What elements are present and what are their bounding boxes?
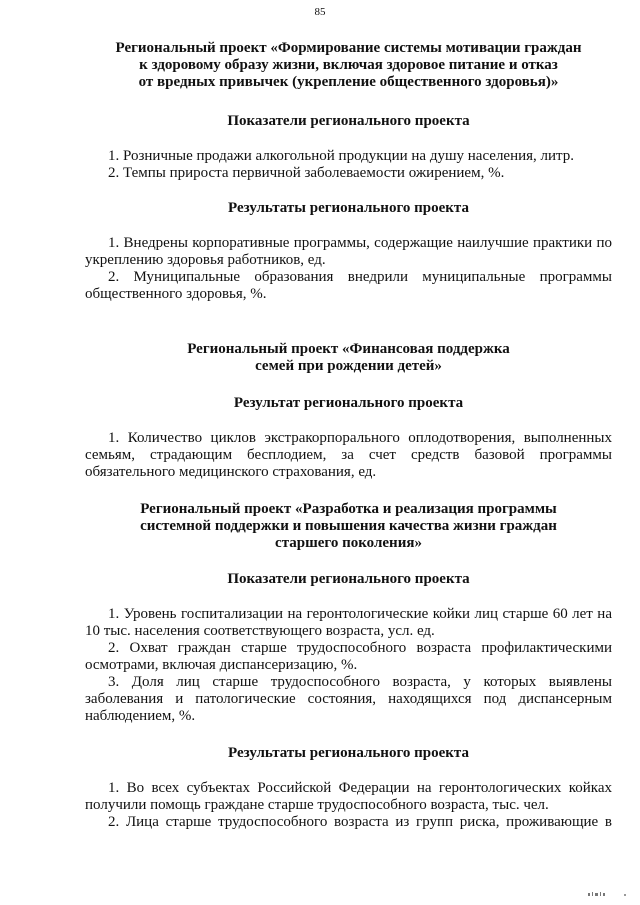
section-1-title-line: от вредных привычек (укрепление общественного здоровья)» [138,74,559,90]
section-1-title-line: Региональный проект «Формирование системы мотивации граждан [115,40,582,56]
list-item: 2. Муниципальные образования внедрили муниципальные программы общественного здоровья, %. [85,269,612,302]
list-item: 2. Темпы прироста первичной заболеваемости ожирением, %. [108,165,505,181]
section-3-title-line: старшего поколения» [275,535,422,551]
section-1-results-list [85,235,612,303]
section-3-results-heading: Результаты регионального проекта [228,745,469,761]
list-item: 2. Охват граждан старше трудоспособного возраста профилактическими осмотрами, включая диспансеризацию, %. [85,640,612,673]
scan-marks-icon [588,891,628,897]
section-1-indicators-list [85,148,612,182]
section-3-title-line: системной поддержки и повышения качества жизни граждан [140,518,557,534]
section-1-title-line: к здоровому образу жизни, включая здоровое питание и отказ [139,57,558,73]
section-2-result-list [85,430,612,481]
section-1-indicators-heading: Показатели регионального проекта [227,113,470,129]
section-2-result-heading: Результат регионального проекта [233,395,464,411]
list-item: 1. Внедрены корпоративные программы, содержащие наилучшие практики по укреплению здоровья работников, ед. [85,235,612,268]
section-2-title-line: Региональный проект «Финансовая поддержка [187,341,510,357]
section-3-title-line: Региональный проект «Разработка и реализация программы [140,501,557,517]
section-3-results-list [85,780,612,831]
section-3-indicators-heading: Показатели регионального проекта [227,571,470,587]
list-item: 3. Доля лиц старше трудоспособного возраста, у которых выявлены заболевания и патологические состояния, находящихся под диспансерным наблюдением, %. [85,674,612,724]
page-number: 85 [314,6,326,18]
list-item: 2. Лица старше трудоспособного возраста из групп риска, проживающие в [108,814,612,830]
scan-artifact [588,891,628,899]
list-item: 1. Количество циклов экстракорпорального оплодотворения, выполненных семьям, страдающим бесплодием, за счет средств базовой программы обязательного медицинского страхования, ед. [85,430,612,480]
list-item: 1. Во всех субъектах Российской Федерации на геронтологических койках получили помощь граждане старше трудоспособного возраста, тыс. чел. [85,780,612,813]
section-1-title [85,40,612,91]
section-3-title [85,501,612,552]
section-2-title [85,341,612,375]
section-3-indicators-list [85,606,612,725]
list-item: 1. Розничные продажи алкогольной продукции на душу населения, литр. [108,148,575,164]
section-1-results-heading: Результаты регионального проекта [228,200,469,216]
list-item: 1. Уровень госпитализации на геронтологические койки лиц старше 60 лет на 10 тыс. населения соответствующего возраста, усл. ед. [85,606,612,639]
section-2-title-line: семей при рождении детей» [255,358,442,374]
